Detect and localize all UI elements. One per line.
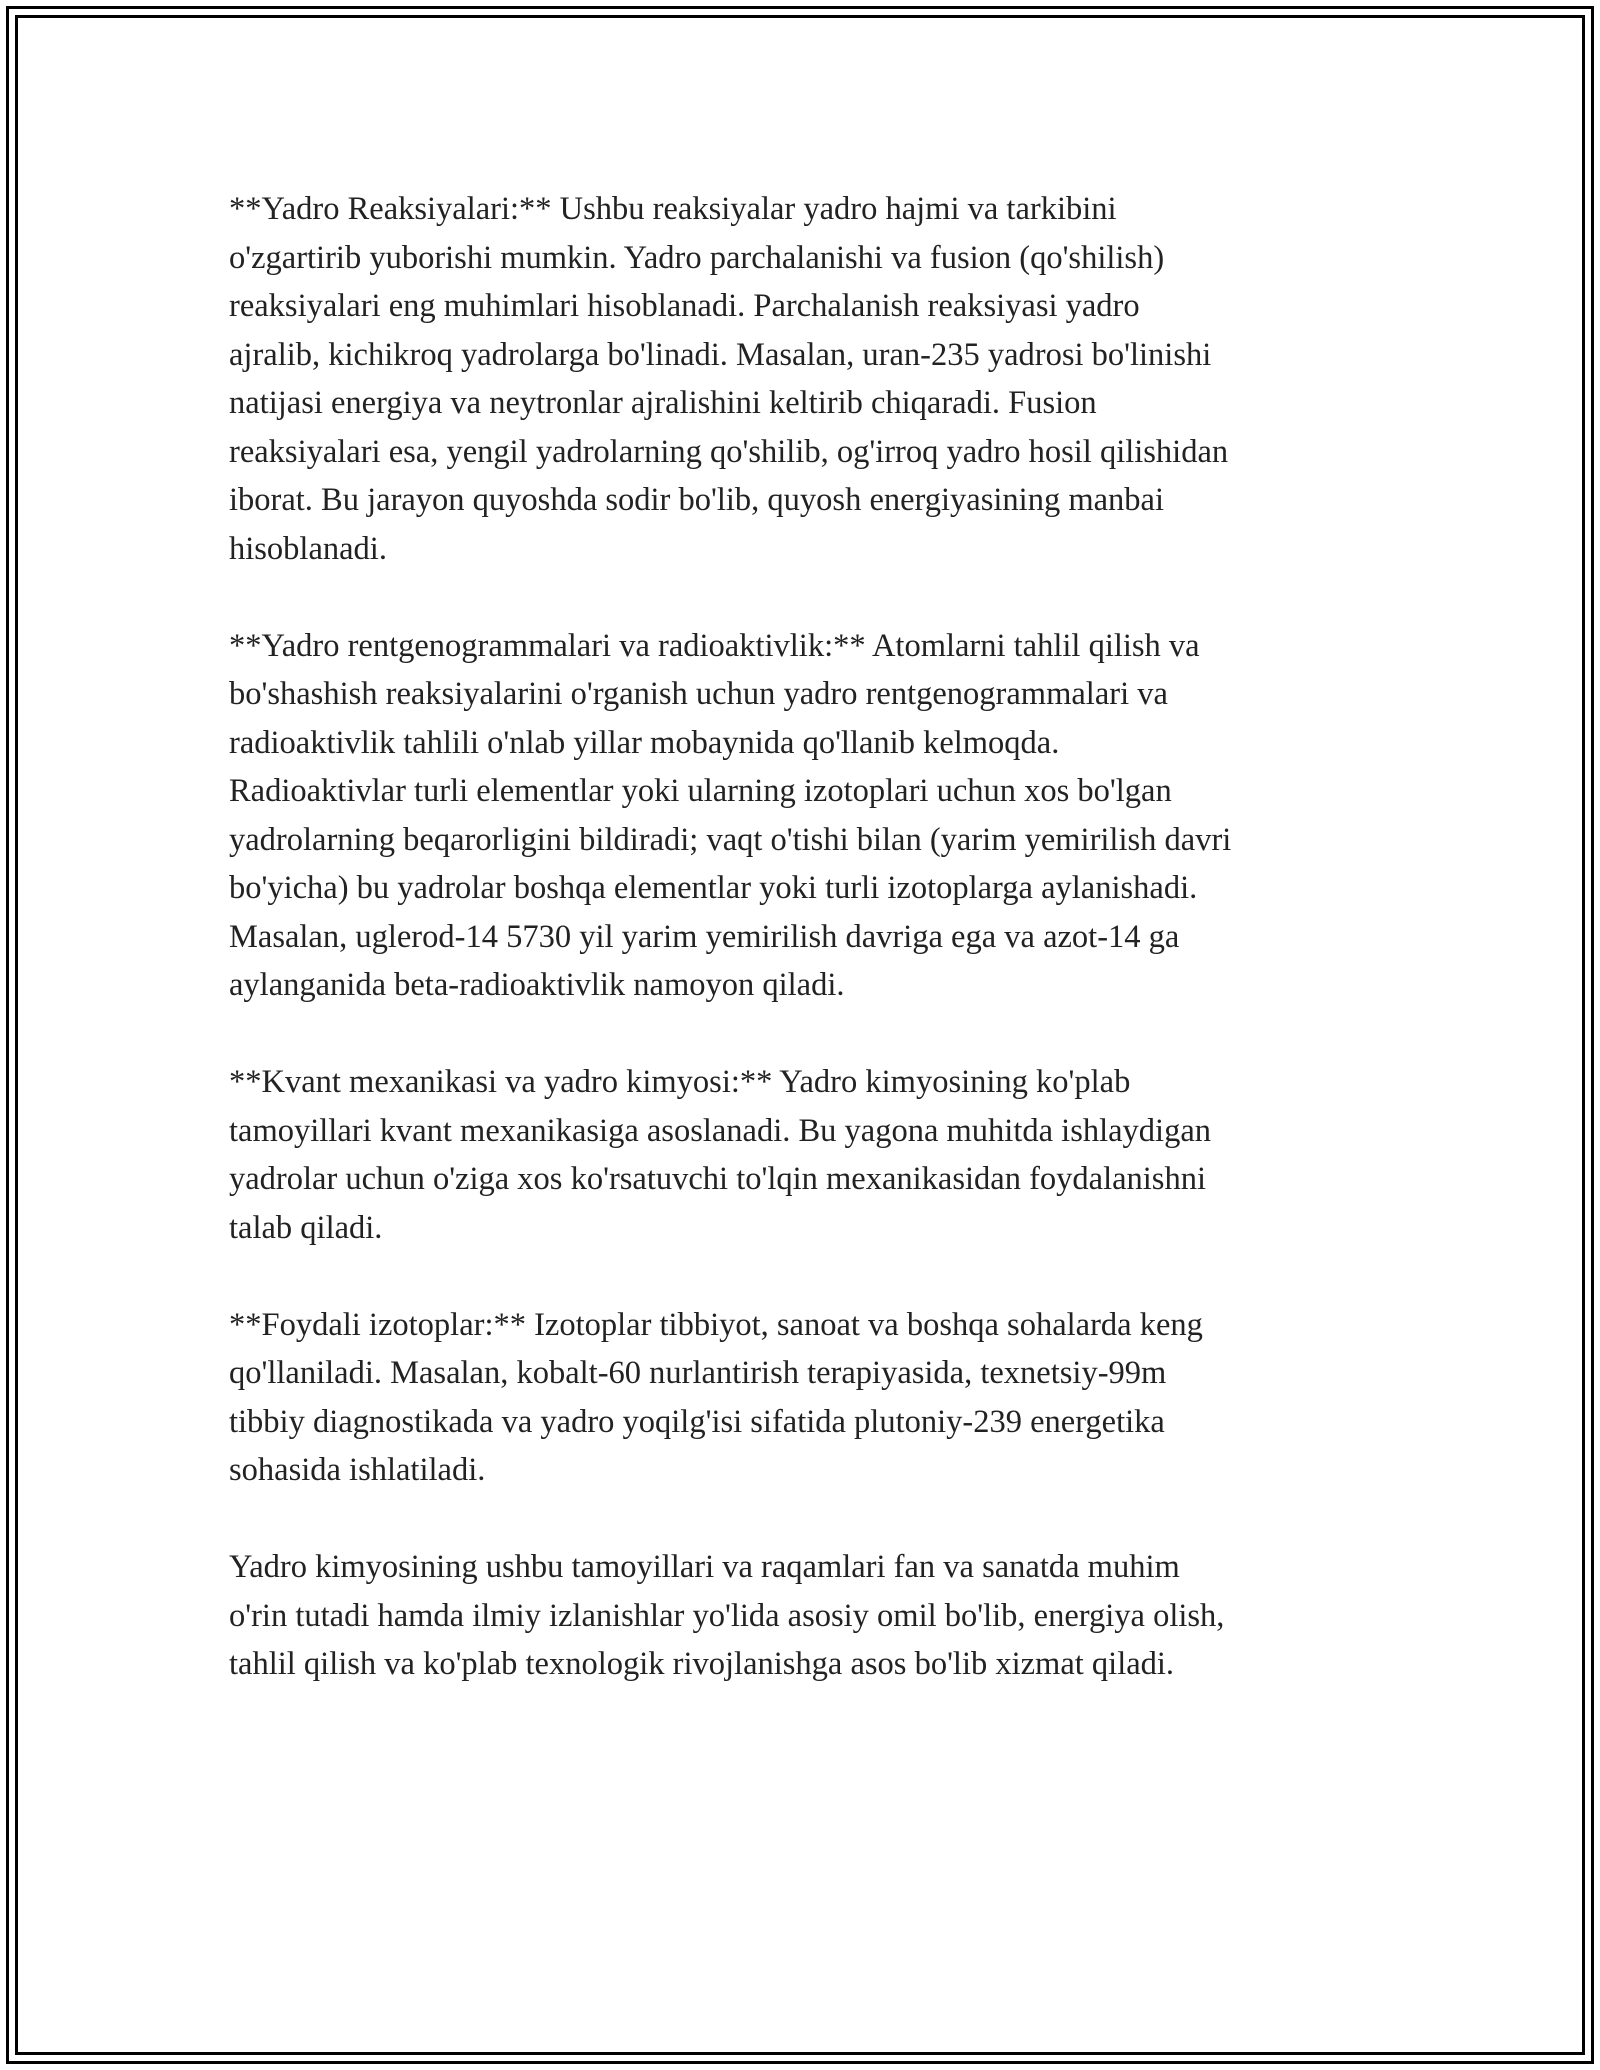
text-line: sohasida ishlatiladi. [229,1452,486,1488]
document-body [229,185,1384,1689]
text-line: hisoblanadi. [229,530,387,567]
paragraph-useful-isotopes [229,1301,1384,1495]
text-line: yadrolarning beqarorligini bildiradi; vaqt o'tishi bilan (yarim yemirilish davri [229,821,1232,858]
paragraph-quantum-mechanics [229,1058,1384,1252]
text-line: ajralib, kichikroq yadrolarga bo'linadi. Masalan, uran-235 yadrosi bo'linishi [229,336,1212,373]
text-line: Radioaktivlar turli elementlar yoki ularning izotoplari uchun xos bo'lgan [229,773,1172,809]
text-line: bo'yicha) bu yadrolar boshqa elementlar yoki turli izotoplarga aylanishadi. [229,870,1198,906]
text-line: Masalan, uglerod-14 5730 yil yarim yemirilish davriga ega va azot-14 ga [229,918,1180,955]
text-line: o'zgartirib yuborishi mumkin. Yadro parchalanishi va fusion (qo'shilish) [229,239,1165,276]
text-line: tibbiy diagnostikada va yadro yoqilg'isi sifatida plutoniy-239 energetika [229,1403,1165,1440]
text-line: **Foydali izotoplar:** Izotoplar tibbiyot, sanoat va boshqa sohalarda keng [229,1306,1203,1343]
text-line: aylanganida beta-radioaktivlik namoyon qiladi. [229,967,845,1003]
text-line: reaksiyalari eng muhimlari hisoblanadi. Parchalanish reaksiyasi yadro [229,288,1140,324]
paragraph-nuclear-reactions [229,185,1384,573]
text-line: **Kvant mexanikasi va yadro kimyosi:** Yadro kimyosining ko'plab [229,1064,1131,1100]
text-line: reaksiyalari esa, yengil yadrolarning qo'shilib, og'irroq yadro hosil qilishidan [229,433,1229,470]
text-line: bo'shashish reaksiyalarini o'rganish uchun yadro rentgenogrammalari va [229,676,1168,712]
text-line: iborat. Bu jarayon quyoshda sodir bo'lib, quyosh energiyasining manbai [229,482,1164,518]
text-line: **Yadro rentgenogrammalari va radioaktivlik:** Atomlarni tahlil qilish va [229,627,1200,664]
text-line: Yadro kimyosining ushbu tamoyillari va raqamlari fan va sanatda muhim [229,1549,1180,1585]
text-line: radioaktivlik tahlili o'nlab yillar mobaynida qo'llanib kelmoqda. [229,724,1060,761]
text-line: **Yadro Reaksiyalari:** Ushbu reaksiyalar yadro hajmi va tarkibini [229,191,1117,227]
text-line: talab qiladi. [229,1209,383,1246]
paragraph-radioactivity [229,622,1384,1010]
text-line: qo'llaniladi. Masalan, kobalt-60 nurlantirish terapiyasida, texnetsiy-99m [229,1355,1167,1391]
text-line: tahlil qilish va ko'plab texnologik rivojlanishga asos bo'lib xizmat qiladi. [229,1646,1175,1682]
text-line: natijasi energiya va neytronlar ajralishini keltirib chiqaradi. Fusion [229,385,1097,421]
text-line: o'rin tutadi hamda ilmiy izlanishlar yo'lida asosiy omil bo'lib, energiya olish, [229,1597,1225,1634]
paragraph-conclusion [229,1543,1384,1689]
text-line: yadrolar uchun o'ziga xos ko'rsatuvchi to'lqin mexanikasidan foydalanishni [229,1161,1206,1197]
text-line: tamoyillari kvant mexanikasiga asoslanadi. Bu yagona muhitda ishlaydigan [229,1112,1211,1149]
